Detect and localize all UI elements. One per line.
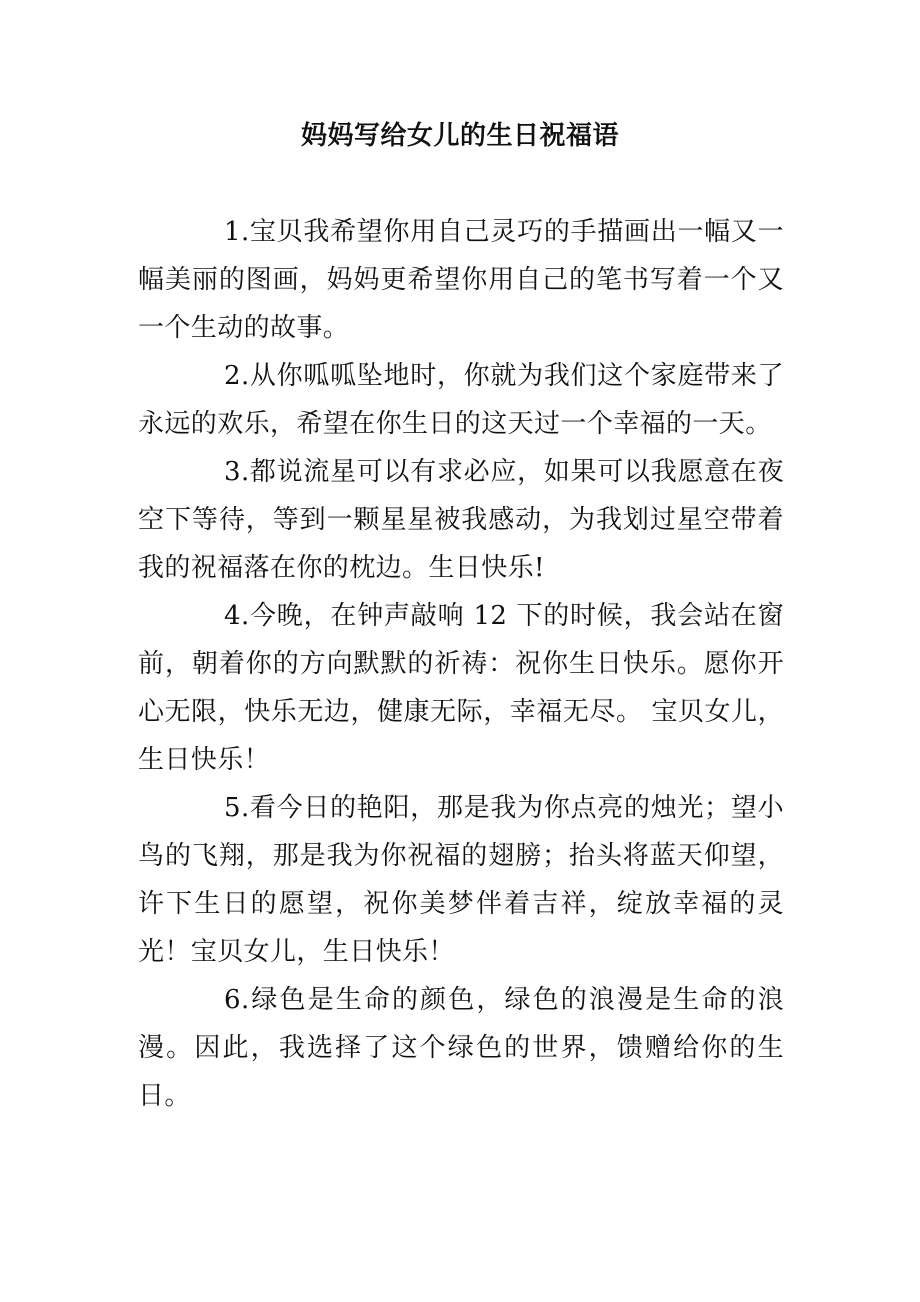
- wish-paragraph-2: 2.从你呱呱坠地时，你就为我们这个家庭带来了永远的欢乐，希望在你生日的这天过一个幸福的一天。: [138, 361, 784, 439]
- document-body: [138, 208, 784, 1120]
- wish-paragraph-1: 1.宝贝我希望你用自己灵巧的手描画出一幅又一幅美丽的图画，妈妈更希望你用自己的笔书写着一个又一个生动的故事。: [138, 217, 784, 343]
- document-title: 妈妈写给女儿的生日祝福语: [300, 121, 619, 151]
- wish-paragraph-5: 5.看今日的艳阳，那是我为你点亮的烛光；望小鸟的飞翔，那是我为你祝福的翅膀；抬头将蓝天仰望，许下生日的愿望，祝你美梦伴着吉祥，绽放幸福的灵光！宝贝女儿，生日快乐！: [138, 793, 784, 967]
- wish-paragraph-6: 6.绿色是生命的颜色，绿色的浪漫是生命的浪漫。因此，我选择了这个绿色的世界，馈赠给你的生日。: [138, 985, 784, 1111]
- wish-paragraph-3: 3.都说流星可以有求必应，如果可以我愿意在夜空下等待，等到一颗星星被我感动，为我划过星空带着我的祝福落在你的枕边。生日快乐!: [138, 457, 784, 583]
- wish-paragraph-4: 4.今晚，在钟声敲响 12 下的时候，我会站在窗前，朝着你的方向默默的祈祷：祝你生日快乐。愿你开心无限，快乐无边，健康无际，幸福无尽。 宝贝女儿，生日快乐！: [138, 601, 784, 775]
